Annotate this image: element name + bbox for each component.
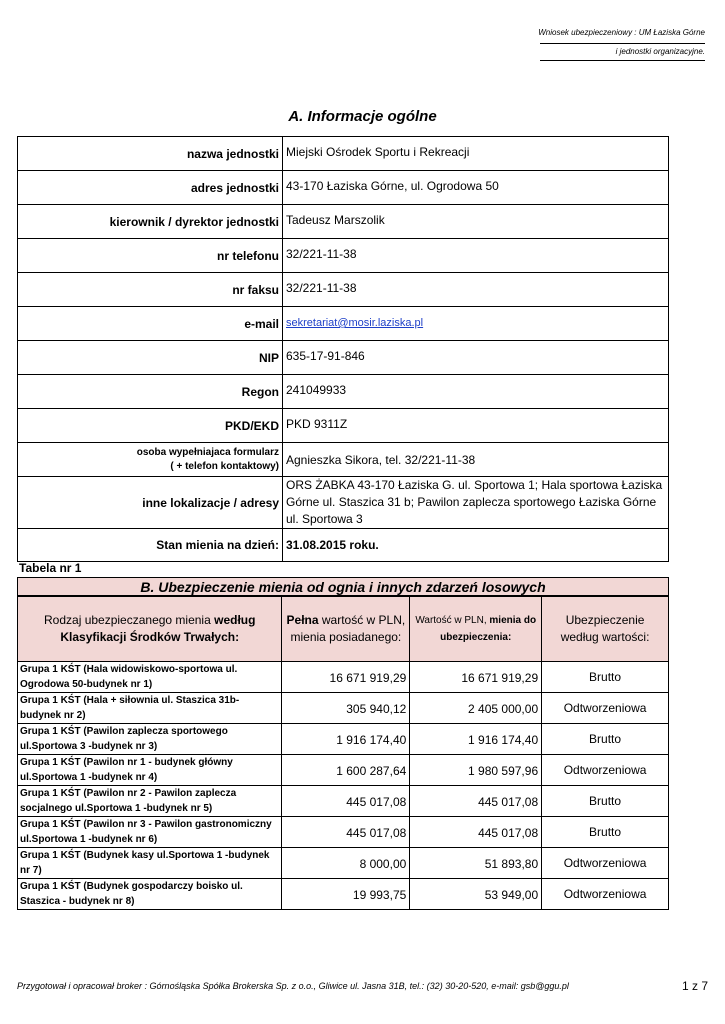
page-number: 1 z 7 xyxy=(681,979,708,993)
valuation-basis: Odtworzeniowa xyxy=(542,755,669,786)
info-row xyxy=(18,239,669,273)
info-label: kierownik / dyrektor jednostki xyxy=(18,205,283,239)
info-value: PKD 9311Z xyxy=(283,409,669,443)
column-header-insured-value: Wartość w PLN, mienia do ubezpieczenia: xyxy=(410,597,542,662)
info-value xyxy=(283,307,669,341)
info-row xyxy=(18,307,669,341)
info-label: inne lokalizacje / adresy xyxy=(18,477,283,529)
property-name: Grupa 1 KŚT (Hala widowiskowo-sportowa ul. Ogrodowa 50-budynek nr 1) xyxy=(18,662,282,693)
section-a-title: A. Informacje ogólne xyxy=(288,108,437,125)
footer-broker-info: Przygotował i opracował broker : Górnośląska Spółka Brokerska Sp. z o.o., Gliwice ul. Jasna 31B, tel.: (32) 30-20-520, e-mail: gsb@ggu.pl xyxy=(17,981,569,991)
info-label: e-mail xyxy=(18,307,283,341)
valuation-basis: Brutto xyxy=(542,786,669,817)
header-divider xyxy=(540,43,705,44)
info-value: 43-170 Łaziska Górne, ul. Ogrodowa 50 xyxy=(283,171,669,205)
info-row xyxy=(18,409,669,443)
insured-value: 51 893,80 xyxy=(410,848,542,879)
info-value: 241049933 xyxy=(283,375,669,409)
property-name: Grupa 1 KŚT (Pawilon nr 3 - Pawilon gastronomiczny ul.Sportowa 1 -budynek nr 6) xyxy=(18,817,282,848)
table-row xyxy=(18,755,669,786)
property-name: Grupa 1 KŚT (Pawilon nr 2 - Pawilon zaplecza socjalnego ul.Sportowa 1 -budynek nr 5) xyxy=(18,786,282,817)
table-row xyxy=(18,817,669,848)
info-value: ORS ŻABKA 43-170 Łaziska G. ul. Sportowa 1; Hala sportowa Łaziska Górne ul. Staszica 31 b; Pawilon zaplecza sportowego Łaziska Górne ul. Sportowa 3 xyxy=(283,477,669,529)
contact-label-line2: ( + telefon kontaktowy) xyxy=(170,460,279,472)
table-number-label: Tabela nr 1 xyxy=(19,561,82,575)
valuation-basis: Odtworzeniowa xyxy=(542,848,669,879)
email-link[interactable]: sekretariat@mosir.laziska.pl xyxy=(286,317,424,329)
full-value: 1 600 287,64 xyxy=(282,755,410,786)
property-name: Grupa 1 KŚT (Pawilon nr 1 - budynek główny ul.Sportowa 1 -budynek nr 4) xyxy=(18,755,282,786)
full-value: 305 940,12 xyxy=(282,693,410,724)
full-value: 445 017,08 xyxy=(282,817,410,848)
column-header-full-value: Pełna wartość w PLN, mienia posiadanego: xyxy=(282,597,410,662)
property-name: Grupa 1 KŚT (Pawilon zaplecza sportowego ul.Sportowa 3 -budynek nr 3) xyxy=(18,724,282,755)
full-value: 1 916 174,40 xyxy=(282,724,410,755)
insured-value: 2 405 000,00 xyxy=(410,693,542,724)
column-header-valuation-basis: Ubezpieczenie według wartości: xyxy=(542,597,669,662)
table-row xyxy=(18,662,669,693)
info-label: nazwa jednostki xyxy=(18,137,283,171)
table-row xyxy=(18,879,669,910)
section-b-title: B. Ubezpieczenie mienia od ognia i innych zdarzeń losowych xyxy=(17,577,669,596)
insured-value: 1 916 174,40 xyxy=(410,724,542,755)
info-value: 32/221-11-38 xyxy=(283,273,669,307)
general-info-table xyxy=(17,136,669,562)
info-value: 31.08.2015 roku. xyxy=(283,529,669,562)
table-row xyxy=(18,693,669,724)
full-value: 8 000,00 xyxy=(282,848,410,879)
header-document-title: Wniosek ubezpieczeniowy : UM Łaziska Górne xyxy=(538,28,705,37)
full-value: 16 671 919,29 xyxy=(282,662,410,693)
property-name: Grupa 1 KŚT (Budynek kasy ul.Sportowa 1 -budynek nr 7) xyxy=(18,848,282,879)
info-label: Stan mienia na dzień: xyxy=(18,529,283,562)
table-row xyxy=(18,724,669,755)
info-row xyxy=(18,205,669,239)
property-insurance-table xyxy=(17,596,669,910)
insured-value: 16 671 919,29 xyxy=(410,662,542,693)
info-value: Tadeusz Marszolik xyxy=(283,205,669,239)
valuation-basis: Brutto xyxy=(542,724,669,755)
info-row xyxy=(18,529,669,562)
info-row xyxy=(18,137,669,171)
info-value: Agnieszka Sikora, tel. 32/221-11-38 xyxy=(283,443,669,477)
info-row xyxy=(18,443,669,477)
property-name: Grupa 1 KŚT (Hala + siłownia ul. Staszica 31b- budynek nr 2) xyxy=(18,693,282,724)
insured-value: 1 980 597,96 xyxy=(410,755,542,786)
header-divider xyxy=(540,60,705,61)
info-label: nr faksu xyxy=(18,273,283,307)
info-label xyxy=(18,443,283,477)
full-value: 445 017,08 xyxy=(282,786,410,817)
info-value: 32/221-11-38 xyxy=(283,239,669,273)
table-row xyxy=(18,848,669,879)
info-label: Regon xyxy=(18,375,283,409)
table-header-row xyxy=(18,597,669,662)
valuation-basis: Odtworzeniowa xyxy=(542,879,669,910)
insured-value: 445 017,08 xyxy=(410,786,542,817)
header-document-subtitle: i jednostki organizacyjne. xyxy=(615,47,705,56)
info-row xyxy=(18,171,669,205)
info-label: adres jednostki xyxy=(18,171,283,205)
info-row xyxy=(18,477,669,529)
insured-value: 53 949,00 xyxy=(410,879,542,910)
valuation-basis: Odtworzeniowa xyxy=(542,693,669,724)
info-label: nr telefonu xyxy=(18,239,283,273)
valuation-basis: Brutto xyxy=(542,817,669,848)
info-value: 635-17-91-846 xyxy=(283,341,669,375)
info-value: Miejski Ośrodek Sportu i Rekreacji xyxy=(283,137,669,171)
valuation-basis: Brutto xyxy=(542,662,669,693)
info-label: NIP xyxy=(18,341,283,375)
info-row xyxy=(18,375,669,409)
column-header-property-type: Rodzaj ubezpieczanego mienia według Klasyfikacji Środków Trwałych: xyxy=(18,597,282,662)
full-value: 19 993,75 xyxy=(282,879,410,910)
property-name: Grupa 1 KŚT (Budynek gospodarczy boisko ul. Staszica - budynek nr 8) xyxy=(18,879,282,910)
info-row xyxy=(18,341,669,375)
info-row xyxy=(18,273,669,307)
info-label: PKD/EKD xyxy=(18,409,283,443)
insured-value: 445 017,08 xyxy=(410,817,542,848)
table-row xyxy=(18,786,669,817)
contact-label-line1: osoba wypełniajaca formularz xyxy=(136,446,279,458)
